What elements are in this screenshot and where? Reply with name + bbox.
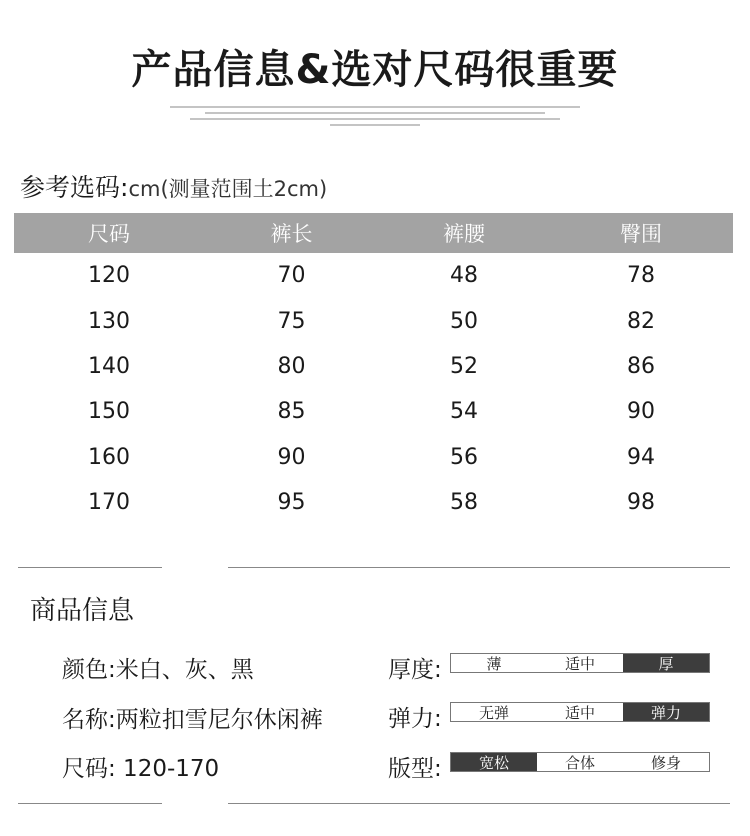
table-cell: 52 <box>450 353 478 379</box>
table-cell: 160 <box>88 444 130 470</box>
thickness-option-thin: 薄 <box>486 654 502 673</box>
section-divider <box>18 803 162 804</box>
table-cell: 80 <box>277 353 306 379</box>
thickness-label: 厚度: <box>388 657 442 683</box>
elasticity-option-none: 无弹 <box>478 703 509 722</box>
table-cell: 98 <box>627 490 655 516</box>
table-cell: 170 <box>88 490 130 516</box>
section-divider <box>228 567 730 568</box>
table-cell: 75 <box>277 308 306 334</box>
table-cell: 58 <box>450 490 478 516</box>
table-cell: 48 <box>450 263 478 289</box>
table-cell: 56 <box>450 444 478 470</box>
column-header-size: 尺码 <box>88 222 130 246</box>
elasticity-option-medium: 适中 <box>564 703 595 722</box>
size-reference-label <box>20 168 327 204</box>
column-header-hip: 臀围 <box>620 222 662 246</box>
table-cell: 78 <box>627 263 655 289</box>
table-row <box>14 298 733 343</box>
fit-label: 版型: <box>388 756 442 782</box>
decorative-fine-print <box>170 106 580 136</box>
table-row <box>14 389 733 434</box>
reference-unit-note: cm(测量范围土2cm) <box>128 177 328 201</box>
table-cell: 140 <box>88 353 130 379</box>
table-cell: 50 <box>450 308 478 334</box>
table-cell: 82 <box>627 308 655 334</box>
table-cell: 120 <box>88 263 130 289</box>
reference-title: 参考选码: <box>20 173 129 202</box>
product-name: 名称:两粒扣雪尼尔休闲裤 <box>62 707 323 733</box>
fit-option-loose: 宽松 <box>451 753 537 771</box>
table-row <box>14 480 733 525</box>
product-info-title: 商品信息 <box>30 596 135 626</box>
fit-option-slim: 修身 <box>650 753 681 772</box>
table-cell: 95 <box>277 490 306 516</box>
fit-scale <box>450 752 710 772</box>
elasticity-scale <box>450 702 710 722</box>
thickness-option-medium: 适中 <box>564 654 595 673</box>
table-row <box>14 344 733 389</box>
thickness-scale <box>450 653 710 673</box>
page-title: 产品信息&选对尺码很重要 <box>131 47 619 93</box>
fit-option-regular: 合体 <box>564 753 595 772</box>
table-cell: 150 <box>88 399 130 425</box>
table-cell: 130 <box>88 308 130 334</box>
table-header <box>14 213 733 253</box>
elasticity-option-stretch: 弹力 <box>623 703 709 721</box>
table-cell: 85 <box>277 399 306 425</box>
product-color: 颜色:米白、灰、黑 <box>62 657 254 683</box>
table-row <box>14 253 733 298</box>
section-divider <box>18 567 162 568</box>
column-header-length: 裤长 <box>270 222 313 246</box>
table-cell: 86 <box>627 353 655 379</box>
thickness-option-thick: 厚 <box>623 654 709 672</box>
column-header-waist: 裤腰 <box>443 222 485 246</box>
table-cell: 90 <box>277 444 306 470</box>
table-cell: 70 <box>277 263 306 289</box>
table-row <box>14 435 733 480</box>
table-cell: 94 <box>627 444 655 470</box>
table-cell: 54 <box>450 399 478 425</box>
size-table <box>14 213 733 525</box>
product-size-range: 尺码: 120-170 <box>62 756 220 782</box>
table-cell: 90 <box>627 399 655 425</box>
section-divider <box>228 803 730 804</box>
elasticity-label: 弹力: <box>388 706 442 732</box>
